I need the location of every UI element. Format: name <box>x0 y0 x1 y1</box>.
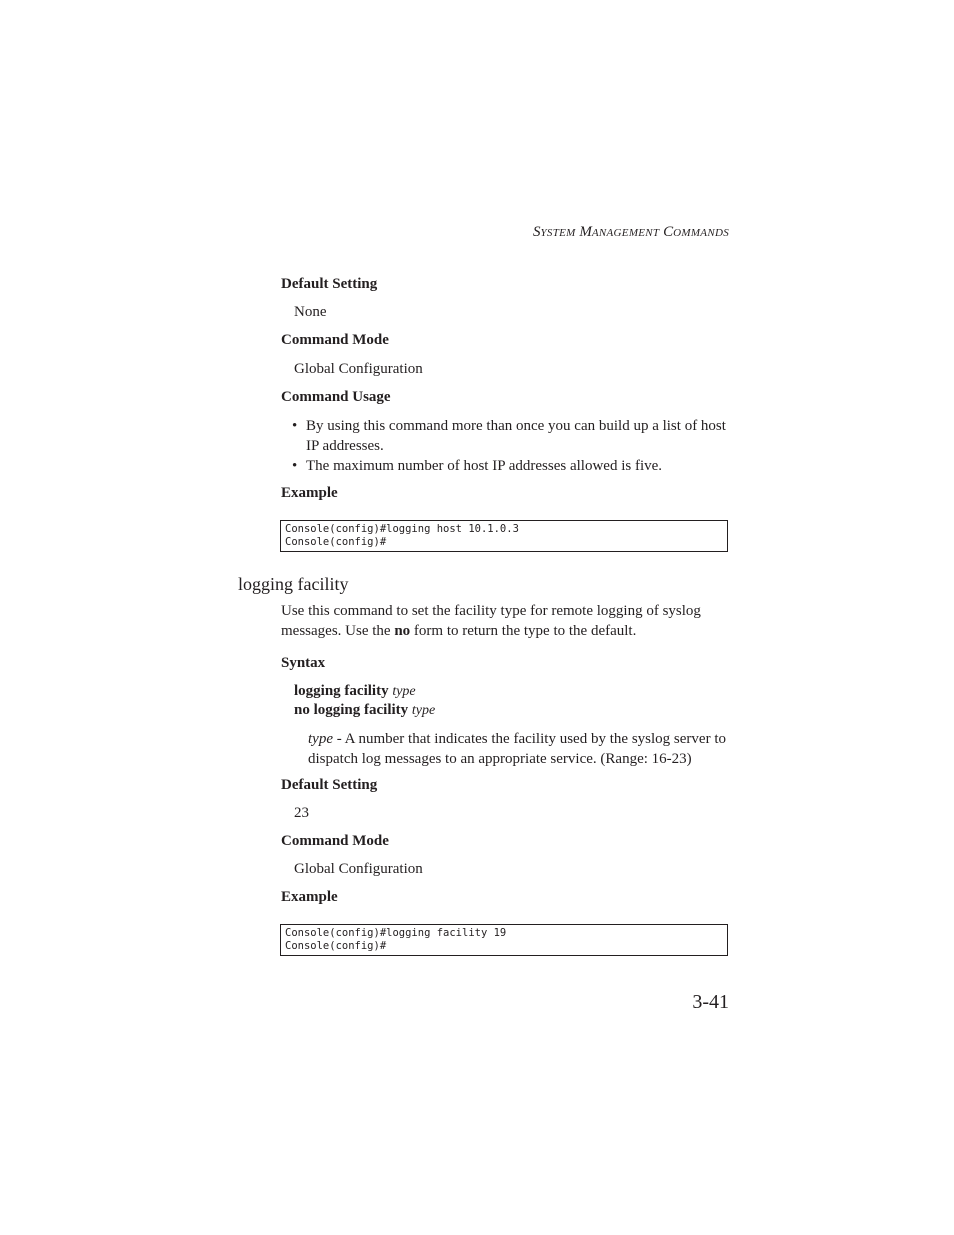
command-mode-label: Command Mode <box>281 332 389 348</box>
running-header <box>533 224 729 241</box>
usage-bullet <box>292 417 732 456</box>
bullet-marker: • <box>292 418 298 434</box>
desc-keyword-no: no <box>394 623 411 639</box>
syntax-label: Syntax <box>281 655 326 671</box>
syntax-line-1 <box>294 683 416 700</box>
syntax-argument: type <box>411 703 436 718</box>
header-word-1-rest: YSTEM <box>540 227 576 239</box>
header-word-2-cap: M <box>579 224 592 240</box>
section-heading: logging facility <box>238 574 349 594</box>
usage-bullet-text: By using this command more than once you can build up a list of host IP addresses. <box>306 418 726 454</box>
example-code-block: Console(config)#logging facility 19 Console(config)# <box>280 924 728 956</box>
parameter-name: type <box>308 731 333 747</box>
command-usage-list <box>292 417 732 478</box>
example-code-block: Console(config)#logging host 10.1.0.3 Console(config)# <box>280 520 728 552</box>
section-description <box>281 601 731 641</box>
example-label: Example <box>281 889 338 905</box>
bullet-marker: • <box>292 458 298 474</box>
parameter-description <box>308 730 726 769</box>
default-setting-label: Default Setting <box>281 276 378 292</box>
header-word-1-cap: S <box>533 224 541 240</box>
default-setting-label: Default Setting <box>281 777 378 793</box>
command-mode-value: Global Configuration <box>294 861 423 877</box>
page-number: 3-41 <box>692 991 729 1013</box>
command-mode-label: Command Mode <box>281 833 389 849</box>
command-mode-value: Global Configuration <box>294 361 423 377</box>
parameter-text: - A number that indicates the facility used by the syslog server to dispatch log messages to an appropriate service. (Range: 16-23) <box>308 731 726 767</box>
header-word-3-rest: OMMANDS <box>673 227 729 239</box>
header-word-3-cap: C <box>663 224 674 240</box>
syntax-command: logging facility <box>294 683 389 699</box>
desc-text-after: form to return the type to the default. <box>410 623 637 639</box>
example-label: Example <box>281 485 338 501</box>
default-setting-value: 23 <box>294 805 309 821</box>
header-word-2-rest: ANAGEMENT <box>591 227 660 239</box>
usage-bullet-text: The maximum number of host IP addresses allowed is five. <box>306 458 663 474</box>
usage-bullet <box>292 457 732 477</box>
syntax-argument: type <box>392 684 416 699</box>
command-usage-label: Command Usage <box>281 389 391 405</box>
syntax-command: no logging facility <box>294 702 409 718</box>
default-setting-value: None <box>294 304 327 320</box>
desc-text-before: Use this command to set the facility type for remote logging of syslog messages. Use the <box>281 603 701 639</box>
syntax-line-2 <box>294 702 435 719</box>
